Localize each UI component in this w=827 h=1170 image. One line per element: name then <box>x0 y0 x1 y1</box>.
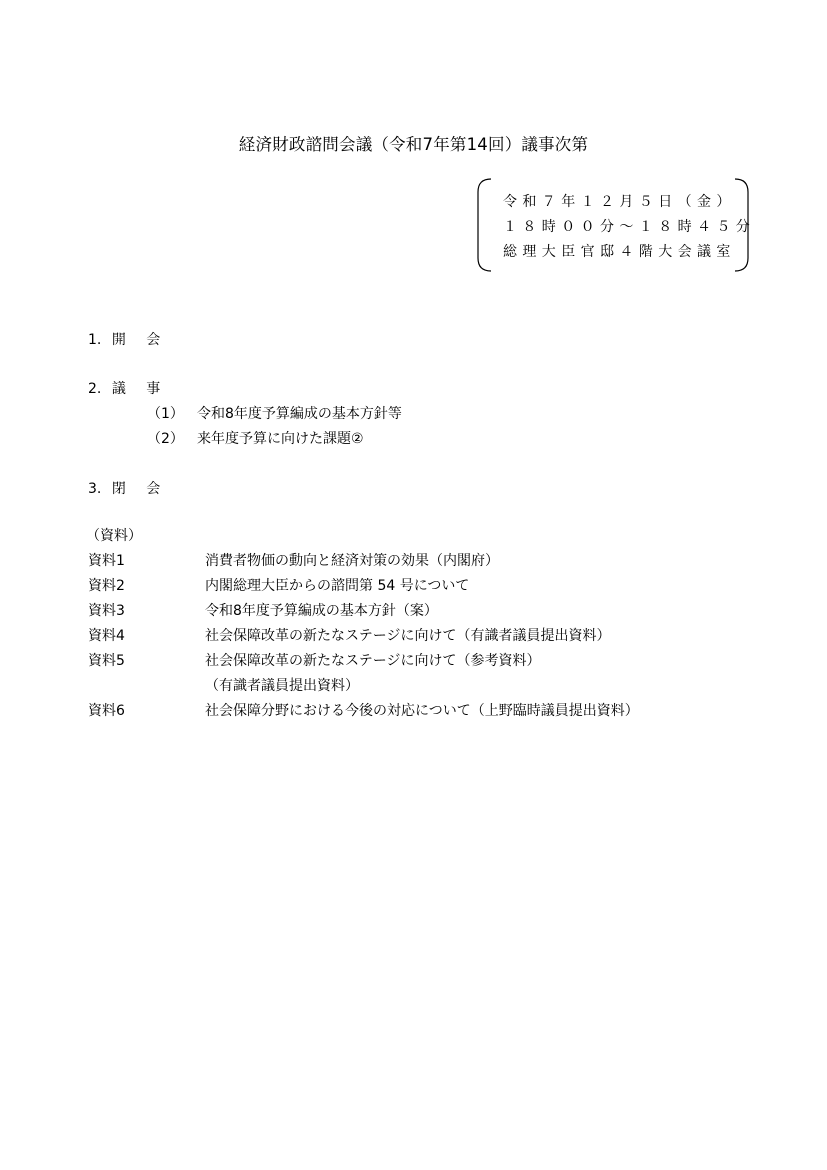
material-title: 社会保障改革の新たなステージに向けて（参考資料） <box>205 653 541 669</box>
material-id: 資料3 <box>88 603 125 619</box>
material-id: 資料4 <box>88 628 125 644</box>
meeting-place: 総理大臣官邸４階大会議室 <box>503 244 736 260</box>
meeting-time: １８時００分～１８時４５分 <box>503 219 756 235</box>
material-id: 資料6 <box>88 703 125 719</box>
material-id: 資料5 <box>88 653 125 669</box>
agenda-subitem-number: （1） <box>147 406 184 422</box>
page-title: 経済財政諮問会議（令和7年第14回）議事次第 <box>238 135 589 154</box>
agenda-subitem-number: （2） <box>147 431 184 447</box>
material-id: 資料1 <box>88 553 125 569</box>
agenda-label: 議 事 <box>111 381 169 397</box>
agenda-item-close <box>88 478 168 498</box>
agenda-label: 閉 会 <box>111 481 169 497</box>
material-title: 消費者物価の動向と経済対策の効果（内閣府） <box>205 553 499 569</box>
material-title: 社会保障改革の新たなステージに向けて（有識者議員提出資料） <box>205 628 611 644</box>
agenda-label: 開 会 <box>111 332 169 348</box>
material-title: 令和8年度予算編成の基本方針（案） <box>205 603 438 619</box>
agenda-item-open <box>88 329 168 349</box>
agenda-subitem-text: 令和8年度予算編成の基本方針等 <box>197 406 402 422</box>
material-title: 社会保障分野における今後の対応について（上野臨時議員提出資料） <box>205 703 639 719</box>
agenda-number: 1. <box>88 332 102 348</box>
material-title-continuation: （有識者議員提出資料） <box>205 678 359 694</box>
agenda-subitem-text: 来年度予算に向けた課題② <box>197 431 364 447</box>
agenda-number: 3. <box>88 481 102 497</box>
materials-heading: （資料） <box>86 528 142 544</box>
material-id: 資料2 <box>88 578 125 594</box>
meeting-info-box <box>477 178 756 272</box>
meeting-date: 令和７年１２月５日（金） <box>503 194 736 210</box>
material-title: 内閣総理大臣からの諮問第 54 号について <box>205 578 470 594</box>
agenda-number: 2. <box>88 381 102 397</box>
agenda-item-proceedings <box>88 378 168 398</box>
